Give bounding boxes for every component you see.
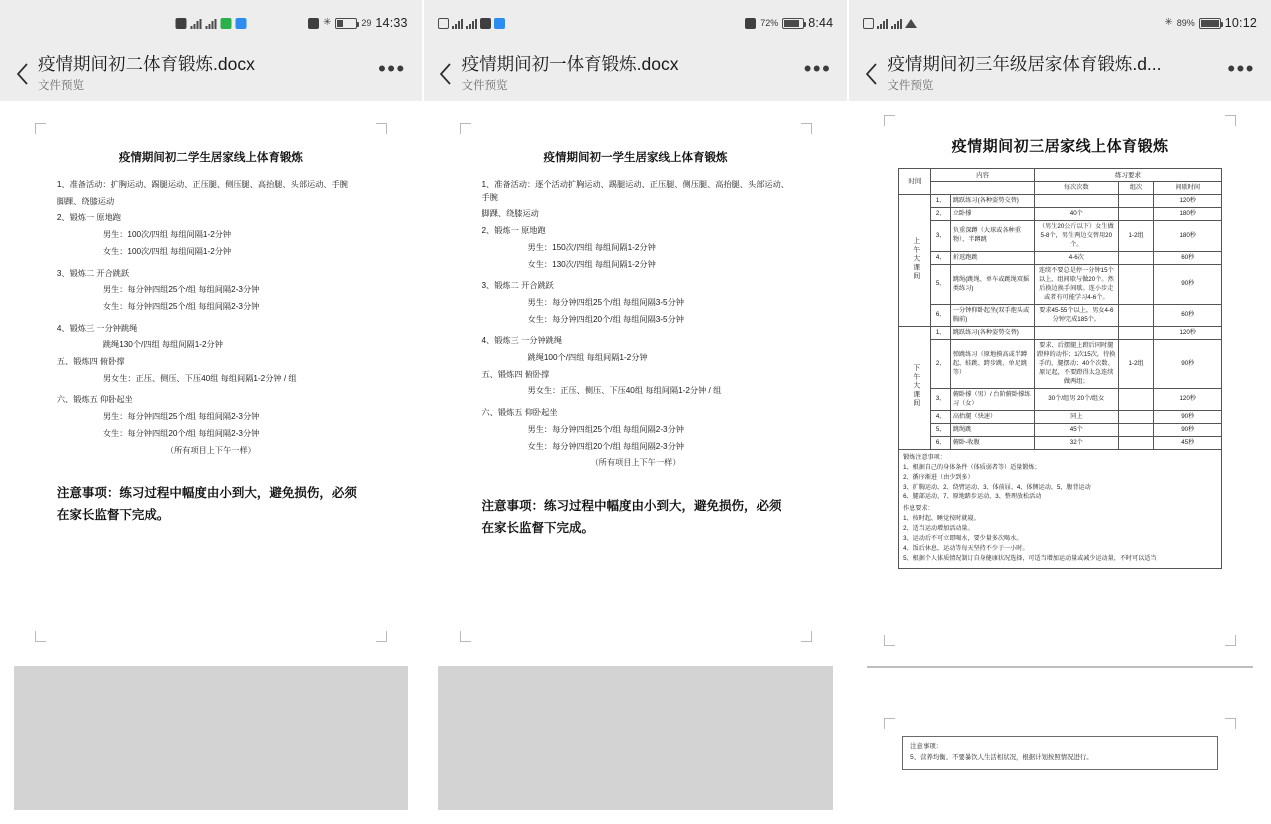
battery-icon-1 [335, 18, 357, 29]
row-sets [1118, 252, 1154, 265]
row-content: 俯卧撑（男）/ 台阶俯卧撑练习（女） [950, 389, 1034, 411]
th-requirements: 练习要求 [1034, 169, 1221, 182]
row-sets: 1-2组 [1118, 340, 1154, 389]
table-row [899, 265, 1222, 305]
th-time: 时间 [899, 169, 931, 195]
page-corner-mark [1225, 635, 1236, 646]
chevron-left-icon [439, 63, 452, 85]
document-page-bottom-corners-2 [460, 622, 812, 642]
table-row [899, 221, 1222, 252]
row-reps: 同上 [1034, 411, 1118, 424]
row-no: 2、 [931, 208, 950, 221]
row-no: 6、 [931, 305, 950, 327]
th-sets: 组次 [1118, 182, 1154, 195]
vertical-label: 上午大课间 [911, 236, 919, 281]
lower-panel-3 [849, 656, 1271, 824]
footnote-line: 作息要求： [903, 505, 934, 513]
status-right-1 [308, 16, 408, 30]
doc-line: 女生：每分钟四组20个/组 每组间隔3-5分钟 [527, 314, 684, 324]
doc-line: 女生：每分钟四组25个/组 每组间隔2-3分钟 [102, 301, 260, 311]
row-reps: （男生20公斤以下）女生做5-8个，男生两边交替用20个。 [1034, 221, 1118, 252]
row-no: 3、 [931, 221, 950, 252]
doc-line: （所有项目上下午一样） [590, 458, 681, 468]
page-corner-mark [801, 631, 812, 642]
footnote-line: 锻炼注意事项： [903, 454, 946, 462]
row-sets [1118, 208, 1154, 221]
doc-line: 女生：每分钟四组20个/组 每组间隔2-3分钟 [102, 428, 260, 438]
row-content: 负重深蹲（大球或各种重物）、半蹲跳 [950, 221, 1034, 252]
next-page-note-box [902, 736, 1218, 770]
doc-line: 4、锻炼三 一分钟跳绳 [481, 336, 563, 346]
doc-line: 男生：每分钟四组25个/组 每组间隔2-3分钟 [102, 412, 260, 422]
status-icons-left-2 [438, 18, 505, 29]
signal-icon-1 [877, 18, 888, 29]
row-sets [1118, 424, 1154, 437]
alarm-icon [745, 18, 756, 29]
doc-line: 跳绳130个/四组 每组间隔1-2分钟 [102, 340, 223, 350]
phone-screen-1 [0, 0, 422, 824]
document-heading-1: 疫情期间初二学生居家线上体育锻炼 [118, 152, 303, 164]
footnote-line: 6、腿部运动、7、原地踏步运动、3、整理放松活动 [903, 493, 1042, 501]
status-time-3: 10:12 [1224, 16, 1258, 30]
row-content: 弹跳练习（原地摸高或半蹲起、蛙跳、跨步跳、单足跳等） [950, 340, 1034, 389]
signal-icon-2 [205, 18, 216, 29]
row-reps: 32个 [1034, 437, 1118, 450]
battery-level-2: 72% [760, 18, 779, 28]
status-bar-2 [424, 0, 848, 46]
footnote-line: 2、循序渐进（由少到多） [903, 473, 974, 481]
row-no: 1、 [931, 195, 950, 208]
doc-line: 六、锻炼五 仰卧起坐 [56, 395, 133, 405]
nav-bar-3 [849, 46, 1271, 101]
row-rest: 120秒 [1154, 327, 1222, 340]
row-no: 6、 [931, 437, 950, 450]
signal-icon-1 [190, 18, 201, 29]
status-bar-1 [0, 0, 422, 46]
bluetooth-icon: ✳ [1164, 17, 1173, 28]
doc-line: 五、锻炼四 俯卧撑 [481, 369, 550, 379]
table-row [899, 195, 1222, 208]
document-body-1 [35, 123, 387, 551]
footnote-line: 1、根据自己的身体条件（体质弱者等）适量锻炼； [903, 463, 1041, 471]
back-button-3[interactable] [857, 55, 885, 93]
row-reps: 4-6次 [1034, 252, 1118, 265]
table-header-row [899, 169, 1222, 182]
doc-line: 2、锻炼一 原地跑 [56, 213, 121, 223]
document-heading-2: 疫情期间初一学生居家线上体育锻炼 [543, 152, 728, 164]
document-note-1: 注意事项：练习过程中幅度由小到大，避免损伤，必须在家长监督下完成。 [56, 486, 357, 523]
table-row [899, 327, 1222, 340]
row-rest: 60秒 [1154, 252, 1222, 265]
page-corner-mark [35, 123, 46, 134]
photo-icon [175, 18, 186, 29]
row-reps: 40个 [1034, 208, 1118, 221]
row-sets [1118, 437, 1154, 450]
doc-line: 男生：150次/四组 每组间隔1-2分钟 [527, 242, 656, 252]
status-icons-left-3 [863, 18, 917, 29]
page-corner-mark [460, 631, 471, 642]
chevron-left-icon [16, 63, 29, 85]
page-corner-mark [376, 123, 387, 134]
row-rest: 90秒 [1154, 424, 1222, 437]
row-no: 1、 [931, 327, 950, 340]
page-subtitle-1: 文件预览 [38, 80, 84, 93]
row-content: 跳跃练习(各种姿势交替) [950, 195, 1034, 208]
row-no: 2、 [931, 340, 950, 389]
more-options-button-3[interactable]: ••• [1227, 55, 1256, 81]
section-label-morning [899, 195, 931, 327]
table-row [899, 252, 1222, 265]
table-row [899, 437, 1222, 450]
page-title-2: 疫情期间初一体育锻炼.docx [461, 53, 679, 74]
alarm-icon [308, 18, 319, 29]
doc-line: 五、锻炼四 俯卧撑 [56, 357, 125, 367]
row-sets [1118, 195, 1154, 208]
doc-line: 3、锻炼二 开合跳跃 [56, 268, 130, 278]
doc-line: 男生：每分钟四组25个/组 每组间隔3-5分钟 [527, 297, 684, 307]
page-corner-mark [884, 115, 895, 126]
section-label-afternoon [899, 327, 931, 450]
document-lines-1 [57, 179, 365, 457]
row-rest: 90秒 [1154, 265, 1222, 305]
page-corner-mark [376, 631, 387, 642]
row-reps [1034, 195, 1118, 208]
table-row [899, 424, 1222, 437]
page-subtitle-2: 文件预览 [461, 80, 508, 93]
signal-icon-1 [452, 18, 463, 29]
document-note-2: 注意事项：练习过程中幅度由小到大，避免损伤，必须在家长监督下完成。 [481, 498, 782, 535]
row-rest: 60秒 [1154, 305, 1222, 327]
phone-screen-3 [849, 0, 1271, 824]
row-content: 跳绳跳 [950, 424, 1034, 437]
row-sets [1118, 305, 1154, 327]
document-heading-3: 疫情期间初三居家线上体育锻炼 [951, 138, 1169, 155]
app-icon [235, 18, 246, 29]
battery-icon-2 [782, 18, 804, 29]
document-lines-2 [482, 179, 790, 470]
bluetooth-icon: ✳ [322, 17, 332, 28]
doc-line: 脚踝、绕膝运动 [481, 209, 539, 219]
doc-line: 六、锻炼五 仰卧起坐 [481, 408, 558, 418]
doc-line: 女生：130次/四组 每组间隔1-2分钟 [527, 259, 656, 269]
page-corner-mark [1225, 115, 1236, 126]
doc-line: 男生：每分钟四组25个/组 每组间隔2-3分钟 [527, 424, 684, 434]
row-rest: 90秒 [1154, 340, 1222, 389]
row-content: 跳绳(跳绳、单车或跳绳双摇类练习) [950, 265, 1034, 305]
footnote-line: 5、根据个人体质情况制订自身健康状况选择，可适当增加运动量或减少运动量，不时可以适当 [903, 554, 1157, 562]
page-subtitle-3: 文件预览 [887, 80, 934, 93]
nav-title-group-1 [38, 54, 370, 94]
page-corner-mark [460, 123, 471, 134]
vertical-label: 下午大课间 [911, 364, 919, 409]
lower-panel-1 [0, 656, 422, 824]
nav-bar-1 [0, 46, 422, 101]
document-page-1 [35, 123, 387, 551]
footnote-line: 1、按时起、睡觉按时就寝。 [903, 515, 980, 523]
row-content: 折返跑跳 [950, 252, 1034, 265]
page-corner-mark [801, 123, 812, 134]
signal-icon-2 [891, 18, 902, 29]
document-page-2 [460, 123, 812, 564]
message-icon [480, 18, 491, 29]
document-body-3 [884, 115, 1236, 579]
doc-line: 4、锻炼三 一分钟跳绳 [56, 323, 138, 333]
wechat-icon [220, 18, 231, 29]
row-content: 跳跃练习(各种姿势交替) [950, 327, 1034, 340]
row-sets: 1-2组 [1118, 221, 1154, 252]
page-corner-mark [884, 635, 895, 646]
footnote-line: 4、饭后休息，运动等每天坚持不少于一小时。 [903, 544, 1029, 552]
status-bar-3 [849, 0, 1271, 46]
table-row [899, 208, 1222, 221]
doc-line: 跳绳100个/四组 每组间隔1-2分钟 [527, 353, 648, 363]
status-right-3 [1164, 16, 1257, 30]
doc-line: （所有项目上下午一样） [165, 445, 256, 455]
phone-screen-2 [424, 0, 848, 824]
doc-line: 1、准备活动：逐个活动扩胸运动、踢腿运动、正压腿、侧压腿、高抬腿、头部运动、手腕 [481, 180, 789, 202]
doc-line: 女生：100次/四组 每组间隔1-2分钟 [102, 246, 232, 256]
document-page-bottom-corners-3 [884, 626, 1236, 646]
row-content: 立卧撑 [950, 208, 1034, 221]
page-title-1: 疫情期间初二体育锻炼.docx [38, 53, 255, 74]
table-row [899, 305, 1222, 327]
battery-icon-3 [1199, 18, 1221, 29]
row-sets [1118, 389, 1154, 411]
doc-line: 男生：每分钟四组25个/组 每组间隔2-3分钟 [102, 285, 260, 295]
page-corner-mark [35, 631, 46, 642]
row-no: 4、 [931, 252, 950, 265]
th-content: 内容 [931, 169, 1034, 182]
doc-line: 女生：每分钟四组20个/组 每组间隔2-3分钟 [527, 441, 684, 451]
row-content: 一分钟仰卧起坐(双手抱头或胸前) [950, 305, 1034, 327]
table-subheader-row [899, 182, 1222, 195]
document-preview-2[interactable] [424, 101, 848, 656]
doc-line: 男女生：正压、侧压、下压40组 每组间隔1-2分钟 / 组 [527, 386, 722, 396]
more-options-button-2[interactable]: ••• [803, 55, 832, 81]
footnote-line: 3、扩胸运动、2、绕臂运动、3、体前屈、4、体侧运动、5、腹背运动 [903, 483, 1091, 491]
table-footnotes [898, 450, 1222, 568]
status-time-2: 8:44 [808, 16, 834, 30]
row-no: 3、 [931, 389, 950, 411]
row-reps: 要求、后摆腿上蹬后同时腿蹬伸的动作；1次15次，待换手的，腿摆动；40个次数、原足起，不要蹬得太急连续做两组； [1034, 340, 1118, 389]
document-body-2 [460, 123, 812, 564]
row-reps [1034, 327, 1118, 340]
th-reps: 每次次数 [1034, 182, 1118, 195]
doc-line: 男生：100次/四组 每组间隔1-2分钟 [102, 230, 232, 240]
row-rest: 120秒 [1154, 389, 1222, 411]
row-no: 5、 [931, 265, 950, 305]
table-row [899, 389, 1222, 411]
row-content: 高抬腿（快速） [950, 411, 1034, 424]
th-rest: 间歇时间 [1154, 182, 1222, 195]
nav-bar-2 [424, 46, 848, 101]
doc-line: 2、锻炼一 原地跑 [481, 226, 546, 236]
battery-level-3: 89% [1176, 18, 1195, 28]
row-sets [1118, 411, 1154, 424]
table-row [899, 340, 1222, 389]
row-rest: 180秒 [1154, 221, 1222, 252]
signal-icon-2 [466, 18, 477, 29]
back-button-1[interactable] [8, 55, 36, 93]
wifi-icon [905, 18, 917, 28]
row-content: 俯卧-收腹 [950, 437, 1034, 450]
chevron-left-icon [865, 63, 878, 85]
doc-line: 脚踝、绕膝运动 [56, 196, 115, 206]
dual-sim-icon [863, 18, 874, 29]
next-page-note-line: 注意事项： [910, 743, 943, 750]
app-icon [494, 18, 505, 29]
row-reps: 45个 [1034, 424, 1118, 437]
table-row [899, 411, 1222, 424]
lower-panel-2 [424, 656, 848, 824]
row-rest: 120秒 [1154, 195, 1222, 208]
doc-line: 1、准备活动：扩胸运动、踢腿运动、正压腿、侧压腿、高抬腿、头部运动、手腕 [56, 180, 348, 189]
panel-divider [867, 666, 1253, 668]
th-blank [931, 182, 1034, 195]
battery-level-1: 29 [361, 18, 372, 28]
row-no: 4、 [931, 411, 950, 424]
footnote-line: 2、适当运动增加活动量。 [903, 525, 974, 533]
document-page-next[interactable] [884, 718, 1236, 770]
row-sets [1118, 327, 1154, 340]
document-preview-3[interactable] [849, 101, 1271, 656]
row-rest: 45秒 [1154, 437, 1222, 450]
footnote-line: 3、运动后不可立即喝水，要少量多次喝水。 [903, 534, 1023, 542]
document-page-bottom-corners-1 [35, 622, 387, 642]
more-options-button-1[interactable]: ••• [378, 55, 406, 81]
row-rest: 180秒 [1154, 208, 1222, 221]
gray-placeholder-2 [438, 666, 834, 810]
row-reps: 30个/组男 20个/组女 [1034, 389, 1118, 411]
status-center-icons-1 [175, 18, 246, 29]
status-right-2 [745, 16, 833, 30]
page-corner-mark [884, 718, 895, 729]
dual-sim-icon [438, 18, 449, 29]
doc-line: 3、锻炼二 开合跳跃 [481, 281, 554, 291]
page-title-3: 疫情期间初三年级居家体育锻炼.d... [887, 53, 1162, 74]
page-corner-mark [1225, 718, 1236, 729]
nav-title-group-3 [887, 54, 1219, 94]
exercise-table [898, 168, 1222, 450]
next-page-note-line: 5、营养均衡、不要暴饮人生活相状况，根据计划按照情况进行。 [910, 753, 1093, 761]
row-sets [1118, 265, 1154, 305]
row-reps: 要求45-55个以上，男女4-6分钟完成185个。 [1034, 305, 1118, 327]
row-reps: 连续不要总是停一分钟15个以上，组间歇与做20个。然后换边换手间歇。连小步走或者有可能学习4-6个。 [1034, 265, 1118, 305]
status-time-1: 14:33 [375, 16, 408, 30]
nav-title-group-2 [462, 54, 796, 94]
document-preview-1[interactable] [0, 101, 422, 656]
doc-line: 男女生：正压、侧压、下压40组 每组间隔1-2分钟 / 组 [102, 373, 297, 383]
document-page-3 [884, 115, 1236, 579]
row-rest: 90秒 [1154, 411, 1222, 424]
gray-placeholder-1 [14, 666, 408, 810]
back-button-2[interactable] [432, 55, 460, 93]
row-no: 5、 [931, 424, 950, 437]
